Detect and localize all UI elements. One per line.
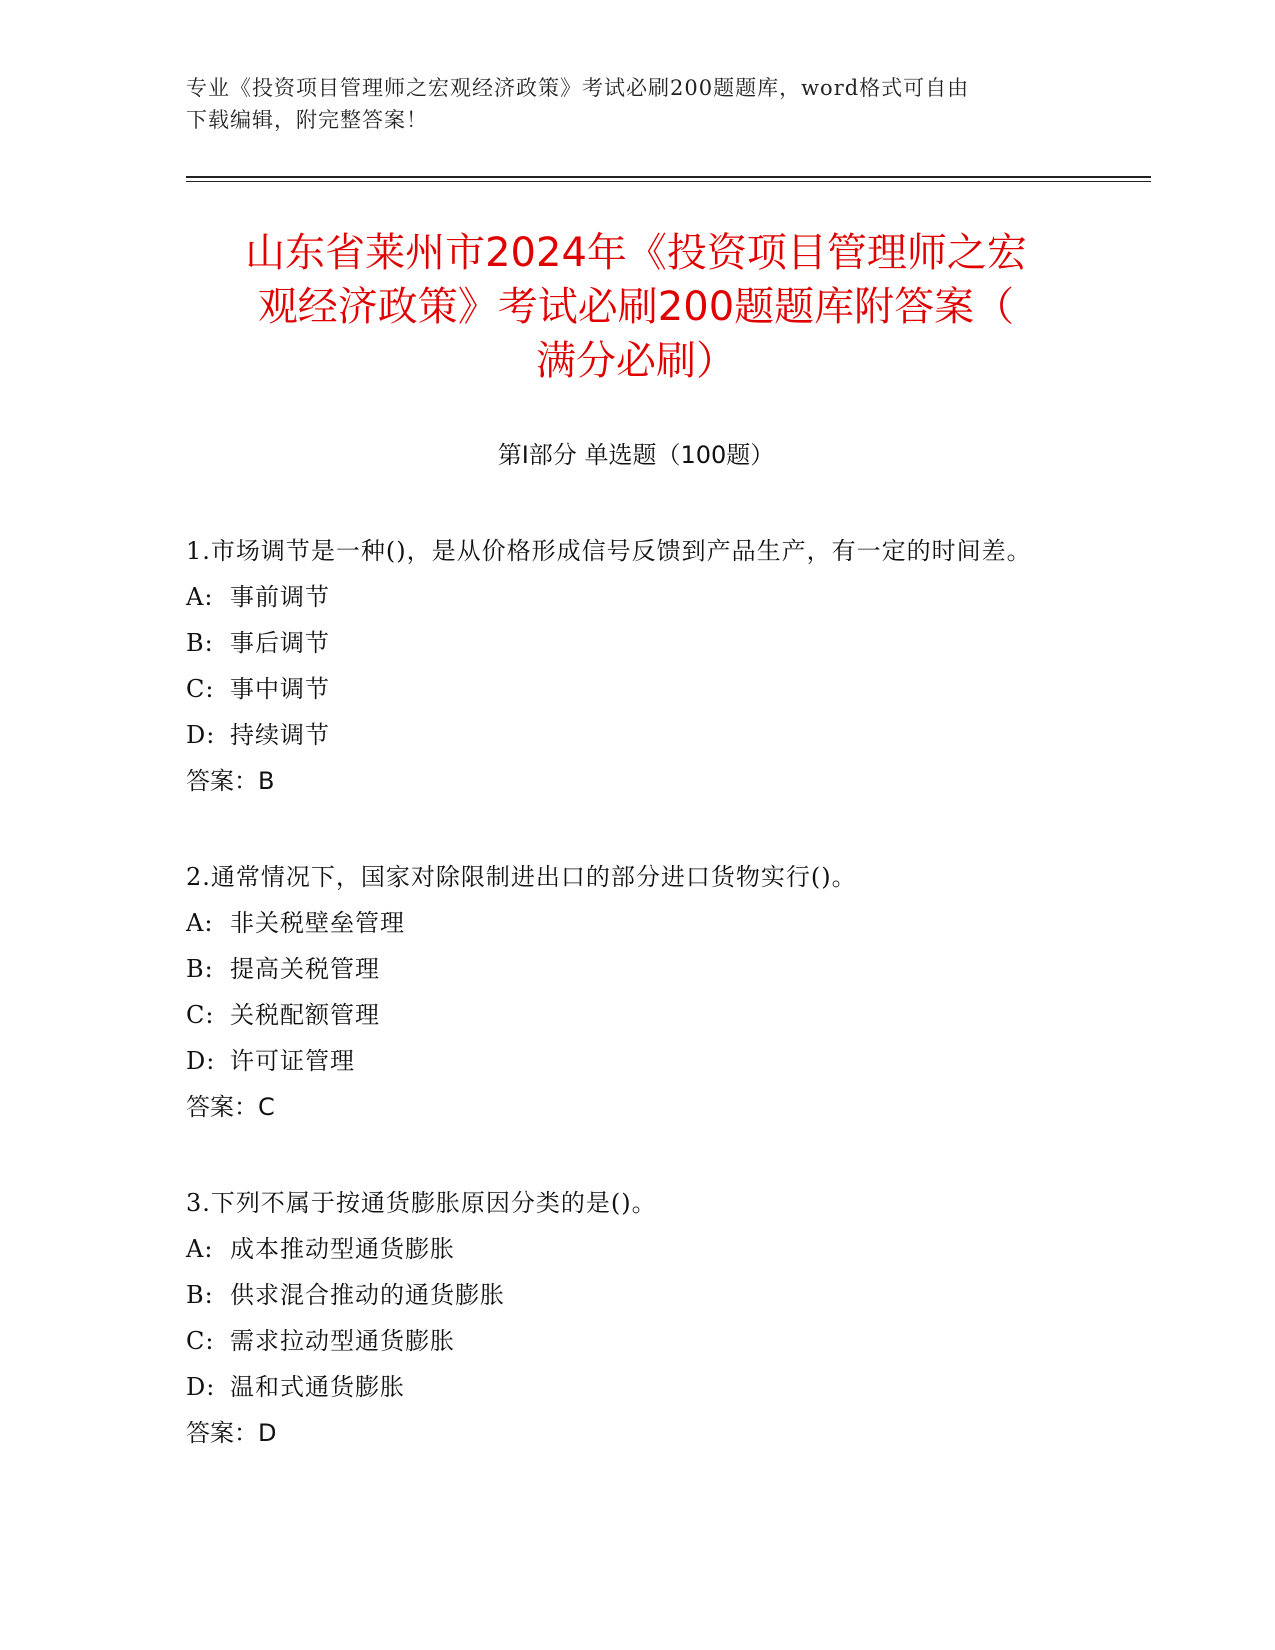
option-a [186, 574, 1066, 620]
option-text: 关税配额管理 [230, 1001, 380, 1029]
question-stem: 3.下列不属于按通货膨胀原因分类的是()。 [186, 1189, 657, 1217]
document-title-line-3: 满分必刷） [536, 338, 736, 384]
option-text: 事后调节 [230, 629, 330, 657]
question-stem: 2.通常情况下，国家对除限制进出口的部分进口货物实行()。 [186, 863, 857, 891]
header-note [186, 72, 1086, 136]
option-text: 许可证管理 [230, 1047, 355, 1075]
document-title-line-2: 观经济政策》考试必刷200题题库附答案（ [257, 284, 1015, 330]
document-title-line-1: 山东省莱州市2024年《投资项目管理师之宏 [245, 230, 1027, 276]
question-2 [186, 854, 1066, 1130]
option-letter: D: [186, 721, 216, 749]
question-list [186, 528, 1066, 1506]
question-1 [186, 528, 1066, 804]
option-text: 温和式通货膨胀 [230, 1373, 405, 1401]
option-c [186, 1318, 1066, 1364]
option-letter: C: [186, 675, 215, 703]
option-letter: B: [186, 629, 214, 657]
question-stem: 1.市场调节是一种()，是从价格形成信号反馈到产品生产，有一定的时间差。 [186, 537, 1032, 565]
document-title [186, 226, 1086, 388]
option-text: 提高关税管理 [230, 955, 380, 983]
option-a [186, 900, 1066, 946]
option-text: 持续调节 [230, 721, 330, 749]
option-letter: A: [186, 583, 214, 611]
option-text: 成本推动型通货膨胀 [230, 1235, 455, 1263]
header-note-line-2: 下载编辑，附完整答案！ [186, 108, 428, 132]
answer-line: 答案：D [186, 1419, 277, 1447]
option-letter: C: [186, 1001, 215, 1029]
header-divider-thin [186, 181, 1151, 182]
header-divider-thick [186, 176, 1151, 178]
option-letter: A: [186, 909, 214, 937]
option-letter: B: [186, 1281, 214, 1309]
option-letter: B: [186, 955, 214, 983]
option-text: 非关税壁垒管理 [230, 909, 405, 937]
option-letter: A: [186, 1235, 214, 1263]
option-letter: D: [186, 1373, 216, 1401]
option-text: 需求拉动型通货膨胀 [230, 1327, 455, 1355]
option-b [186, 620, 1066, 666]
option-d [186, 712, 1066, 758]
option-text: 事前调节 [230, 583, 330, 611]
section-heading: 第Ⅰ部分 单选题（100题） [497, 441, 775, 469]
option-d [186, 1038, 1066, 1084]
option-b [186, 946, 1066, 992]
option-letter: D: [186, 1047, 216, 1075]
option-d [186, 1364, 1066, 1410]
option-c [186, 992, 1066, 1038]
option-a [186, 1226, 1066, 1272]
question-3 [186, 1180, 1066, 1456]
option-text: 供求混合推动的通货膨胀 [230, 1281, 505, 1309]
answer-line: 答案：C [186, 1093, 275, 1121]
option-letter: C: [186, 1327, 215, 1355]
answer-line: 答案：B [186, 767, 275, 795]
option-c [186, 666, 1066, 712]
option-b [186, 1272, 1066, 1318]
header-note-line-1: 专业《投资项目管理师之宏观经济政策》考试必刷200题题库，word格式可自由 [186, 76, 970, 100]
option-text: 事中调节 [230, 675, 330, 703]
